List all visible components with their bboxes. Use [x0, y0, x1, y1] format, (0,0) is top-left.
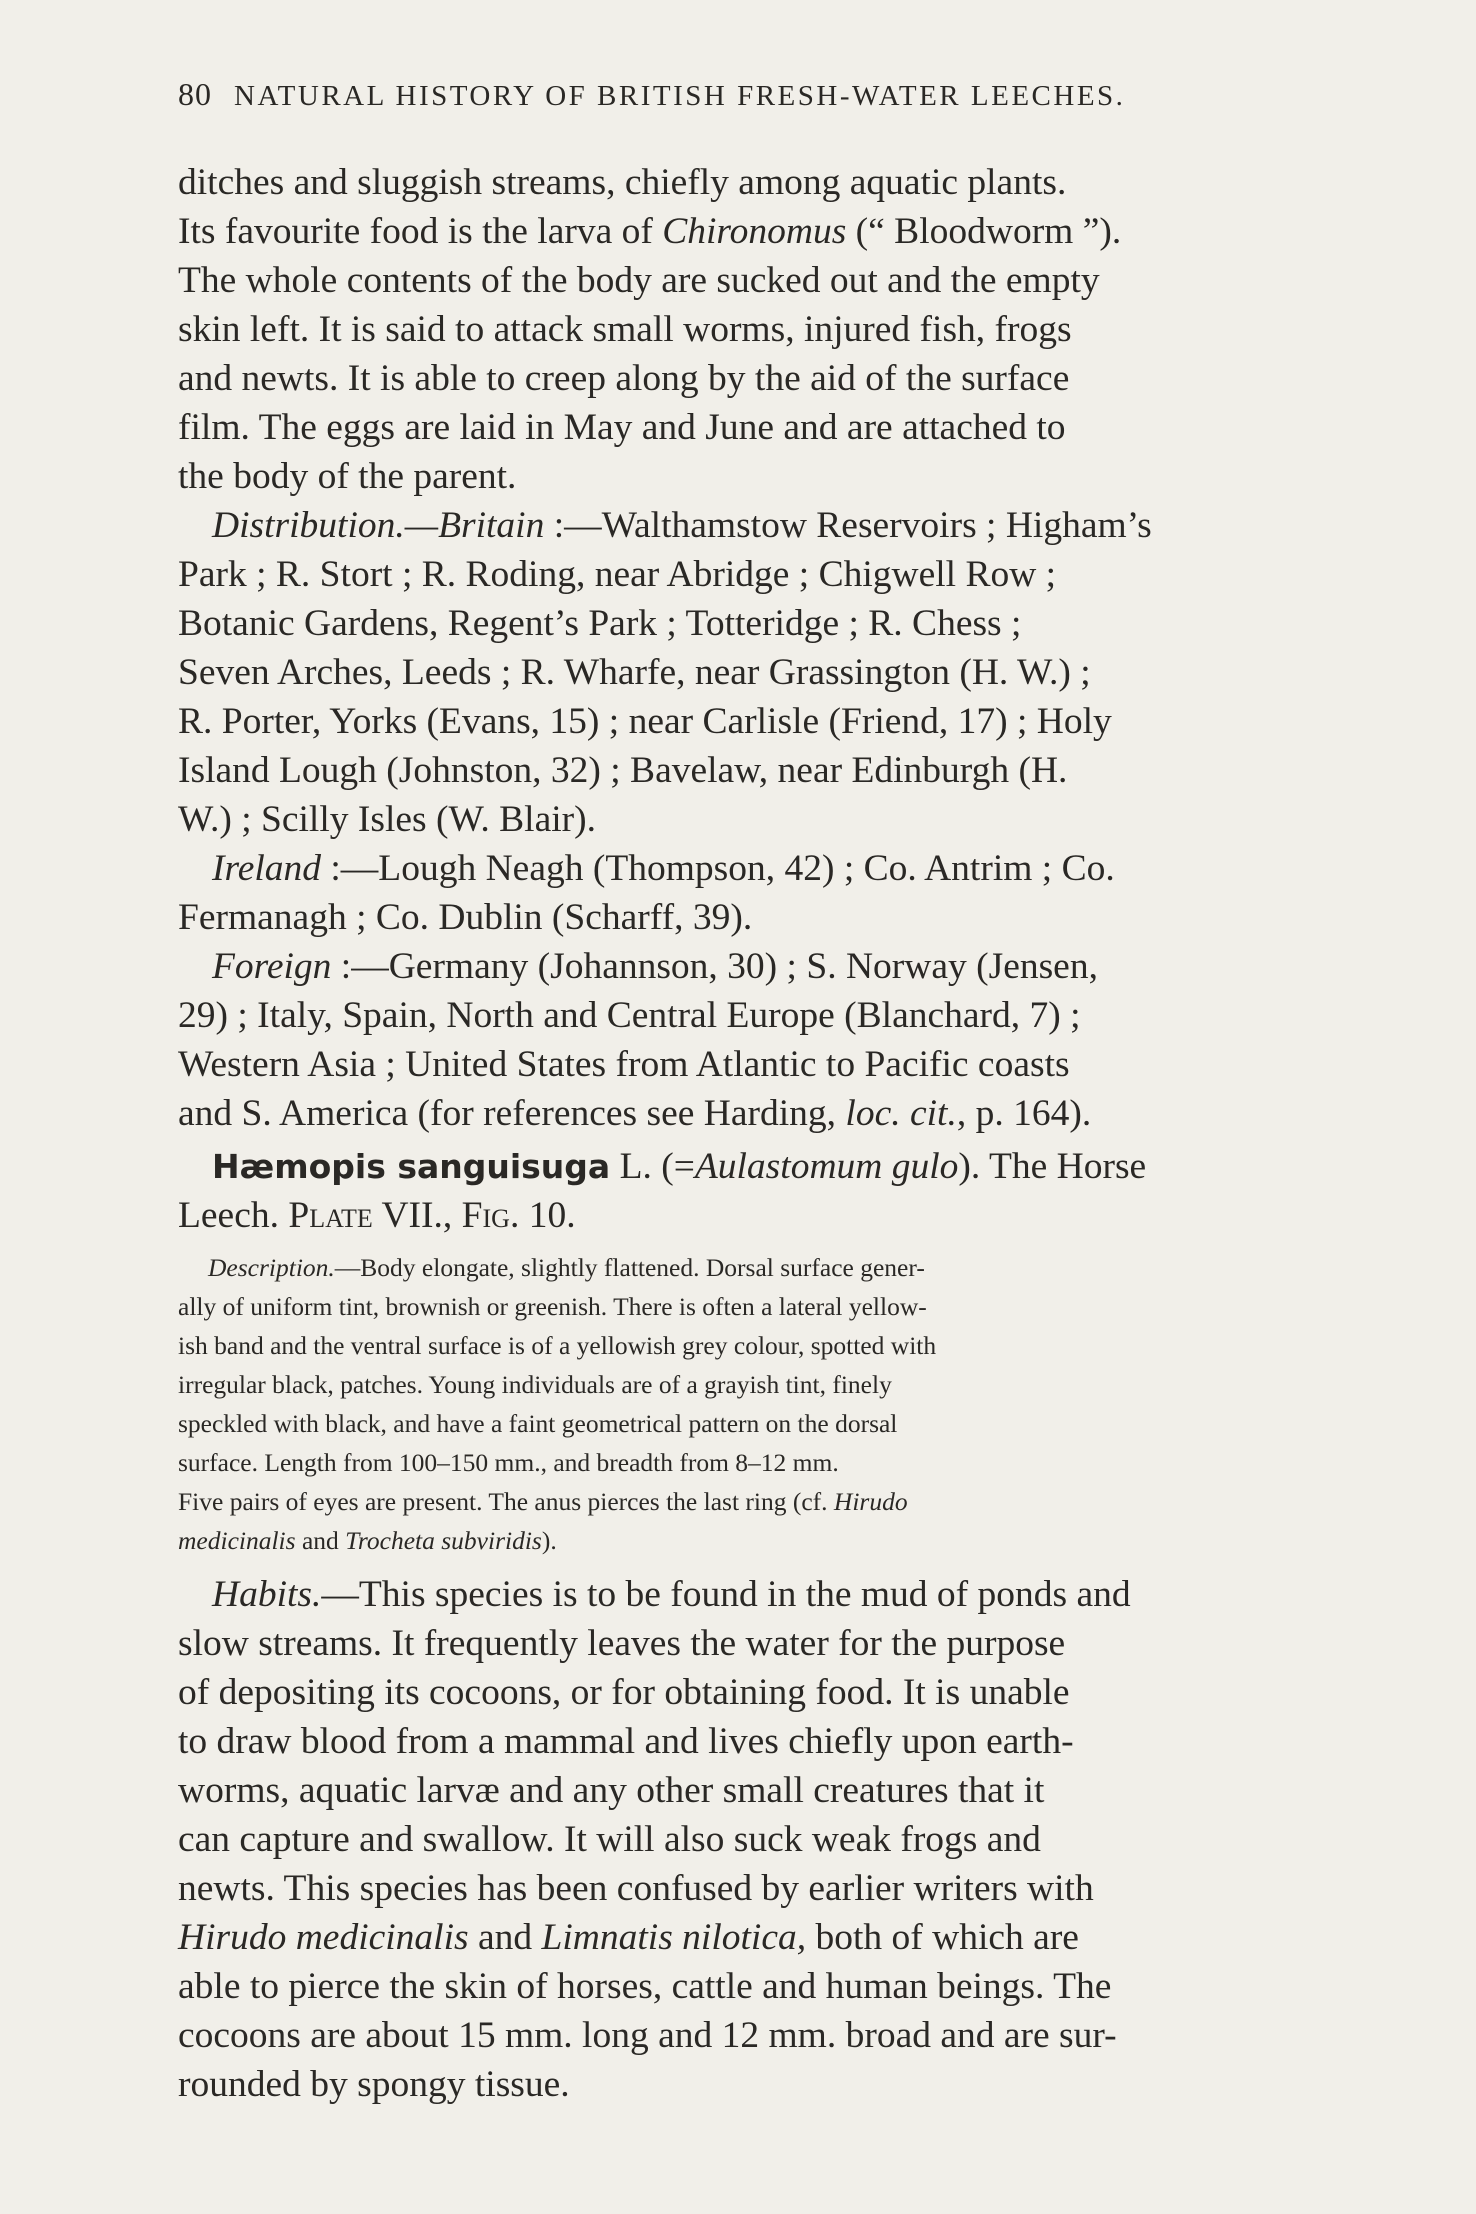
species-heading: Hæmopis sanguisuga L. (=Aulastomum gulo). The Horse	[212, 1146, 1147, 1187]
page-body	[178, 158, 1328, 2109]
text-line: slow streams. It frequently leaves the water for the purpose	[178, 1623, 1066, 1664]
text-line: W.) ; Scilly Isles (W. Blair).	[178, 799, 597, 840]
ireland-line: Ireland :—Lough Neagh (Thompson, 42) ; Co. Antrim ; Co.	[212, 848, 1115, 889]
text-line: Park ; R. Stort ; R. Roding, near Abridge ; Chigwell Row ;	[178, 554, 1057, 595]
text-line: able to pierce the skin of horses, cattle and human beings. The	[178, 1966, 1112, 2007]
text-line: rounded by spongy tissue.	[178, 2064, 570, 2105]
text-line: film. The eggs are laid in May and June and are attached to	[178, 407, 1066, 448]
text-line: medicinalis and Trocheta subviridis).	[178, 1526, 557, 1555]
text-line: ish band and the ventral surface is of a yellowish grey colour, spotted with	[178, 1331, 937, 1360]
distribution-heading: Distribution.—Britain :—Walthamstow Reservoirs ; Higham’s	[212, 505, 1152, 546]
text-line: ally of uniform tint, brownish or greenish. There is often a lateral yellow-	[178, 1292, 927, 1321]
text-line: cocoons are about 15 mm. long and 12 mm. broad and are sur-	[178, 2015, 1117, 2056]
text-line: Hirudo medicinalis and Limnatis nilotica, both of which are	[178, 1917, 1079, 1958]
text-line: skin left. It is said to attack small worms, injured fish, frogs	[178, 309, 1072, 350]
text-line: can capture and swallow. It will also suck weak frogs and	[178, 1819, 1041, 1860]
text-line: to draw blood from a mammal and lives chiefly upon earth-	[178, 1721, 1074, 1762]
text-line: R. Porter, Yorks (Evans, 15) ; near Carlisle (Friend, 17) ; Holy	[178, 701, 1112, 742]
text-line: Fermanagh ; Co. Dublin (Scharff, 39).	[178, 897, 753, 938]
text-line: and S. America (for references see Harding, loc. cit., p. 164).	[178, 1093, 1092, 1134]
text-line: Island Lough (Johnston, 32) ; Bavelaw, near Edinburgh (H.	[178, 750, 1068, 791]
text-line: Botanic Gardens, Regent’s Park ; Totteridge ; R. Chess ;	[178, 603, 1022, 644]
text-line: speckled with black, and have a faint geometrical pattern on the dorsal	[178, 1409, 898, 1438]
text-line: of depositing its cocoons, or for obtaining food. It is unable	[178, 1672, 1070, 1713]
running-header	[178, 76, 1258, 113]
text-line: irregular black, patches. Young individuals are of a grayish tint, finely	[178, 1370, 892, 1399]
text-line: Its favourite food is the larva of Chironomus (“ Bloodworm ”).	[178, 211, 1122, 252]
text-line: Description.—Body elongate, slightly flattened. Dorsal surface gener-	[208, 1253, 925, 1282]
text-line: Five pairs of eyes are present. The anus pierces the last ring (cf. Hirudo	[178, 1487, 908, 1516]
text-line: the body of the parent.	[178, 456, 517, 497]
text-line: ditches and sluggish streams, chiefly among aquatic plants.	[178, 162, 1067, 203]
text-line: worms, aquatic larvæ and any other small creatures that it	[178, 1770, 1045, 1811]
text-line: and newts. It is able to creep along by the aid of the surface	[178, 358, 1070, 399]
page-number: 80	[178, 76, 212, 112]
text-line: Seven Arches, Leeds ; R. Wharfe, near Grassington (H. W.) ;	[178, 652, 1091, 693]
plate-reference: Leech. Plate VII., Fig. 10.	[178, 1195, 576, 1236]
habits-heading: Habits.—This species is to be found in the mud of ponds and	[212, 1574, 1131, 1615]
species-name: Hæmopis sanguisuga	[212, 1147, 611, 1186]
text-line: newts. This species has been confused by earlier writers with	[178, 1868, 1094, 1909]
running-title: NATURAL HISTORY OF BRITISH FRESH-WATER LEECHES.	[234, 80, 1126, 112]
text-line: Western Asia ; United States from Atlantic to Pacific coasts	[178, 1044, 1070, 1085]
text-line: 29) ; Italy, Spain, North and Central Europe (Blanchard, 7) ;	[178, 995, 1081, 1036]
species-description	[178, 1248, 1328, 1560]
text-line: The whole contents of the body are sucked out and the empty	[178, 260, 1100, 301]
foreign-line: Foreign :—Germany (Johannson, 30) ; S. Norway (Jensen,	[212, 946, 1098, 987]
text-line: surface. Length from 100–150 mm., and breadth from 8–12 mm.	[178, 1448, 839, 1477]
